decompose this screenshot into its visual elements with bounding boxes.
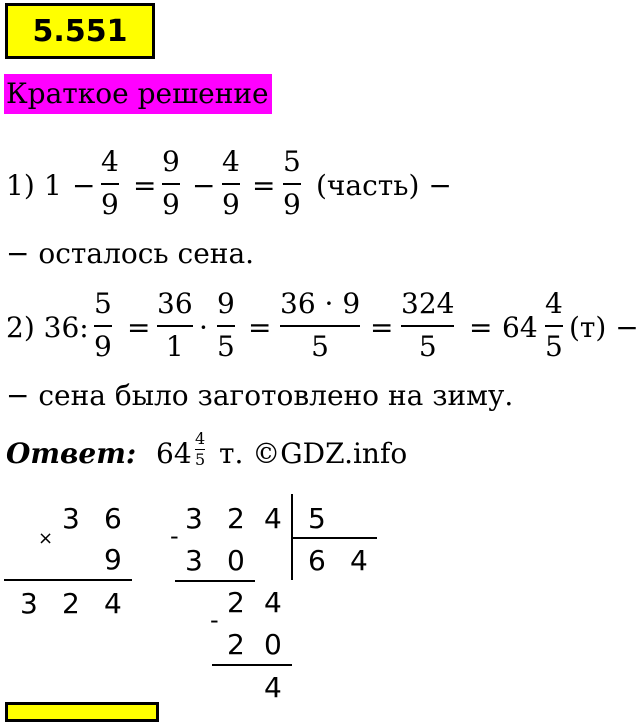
fraction: 4 9 [101, 145, 119, 221]
fraction: 36 · 9 5 [280, 287, 361, 363]
fraction: 9 9 [162, 145, 180, 221]
subtract-sign: - [210, 606, 219, 634]
mixed-whole: 64 [502, 311, 538, 344]
step-1-one: 1 [44, 169, 62, 202]
answer-label: Ответ: [6, 437, 137, 470]
digit: 3 [185, 544, 203, 577]
digit: 9 [104, 543, 122, 576]
multiply-sign: × [38, 528, 54, 549]
minus-sign: − [72, 169, 96, 202]
digit: 4 [264, 671, 282, 704]
digit: 4 [104, 587, 122, 620]
digit: 0 [227, 544, 245, 577]
answer-fraction: 4 5 [195, 429, 206, 469]
fraction: 5 9 [283, 145, 301, 221]
fraction: 324 5 [401, 287, 455, 363]
divider-line [4, 579, 132, 581]
digit: 4 [350, 544, 368, 577]
digit: 6 [308, 544, 326, 577]
digit: 3 [62, 502, 80, 535]
step-2-label: 2) 36: [6, 311, 89, 344]
digit: 2 [227, 628, 245, 661]
equals-sign: = [133, 169, 157, 202]
step-2-unit: (т) − [569, 311, 639, 344]
step-1-comment: (часть) − [316, 169, 452, 202]
task-number-badge [5, 3, 155, 59]
digit: 3 [185, 502, 203, 535]
dot-sign: · [199, 311, 208, 344]
divisor: 5 [308, 502, 326, 535]
fraction: 36 1 [157, 287, 193, 363]
digit: 2 [227, 502, 245, 535]
digit: 2 [227, 586, 245, 619]
digit: 6 [104, 502, 122, 535]
minus-sign: − [192, 169, 216, 202]
step-1-label: 1) [6, 169, 35, 202]
division-bracket-horizontal [291, 537, 377, 539]
answer-text: т. ©GDZ.info [219, 437, 408, 470]
next-task-badge [5, 702, 159, 722]
subtract-sign: - [170, 522, 179, 550]
section-label: Краткое решение [4, 74, 272, 114]
digit: 2 [62, 587, 80, 620]
fraction: 5 9 [94, 287, 112, 363]
equals-sign: = [248, 311, 272, 344]
equals-sign: = [469, 311, 493, 344]
digit: 4 [264, 502, 282, 535]
task-number: 5.551 [32, 13, 128, 49]
divider-line [212, 664, 292, 666]
fraction: 9 5 [217, 287, 235, 363]
fraction: 4 5 [545, 287, 563, 363]
digit: 4 [264, 586, 282, 619]
step-2-continuation: − сена было заготовлено на зиму. [6, 379, 514, 412]
equals-sign: = [252, 169, 276, 202]
step-1-continuation: − осталось сена. [6, 237, 255, 270]
fraction: 4 9 [222, 145, 240, 221]
answer-whole: 64 [156, 437, 192, 470]
equals-sign: = [370, 311, 394, 344]
digit: 0 [264, 628, 282, 661]
equals-sign: = [127, 311, 151, 344]
digit: 3 [20, 587, 38, 620]
divider-line [175, 580, 255, 582]
